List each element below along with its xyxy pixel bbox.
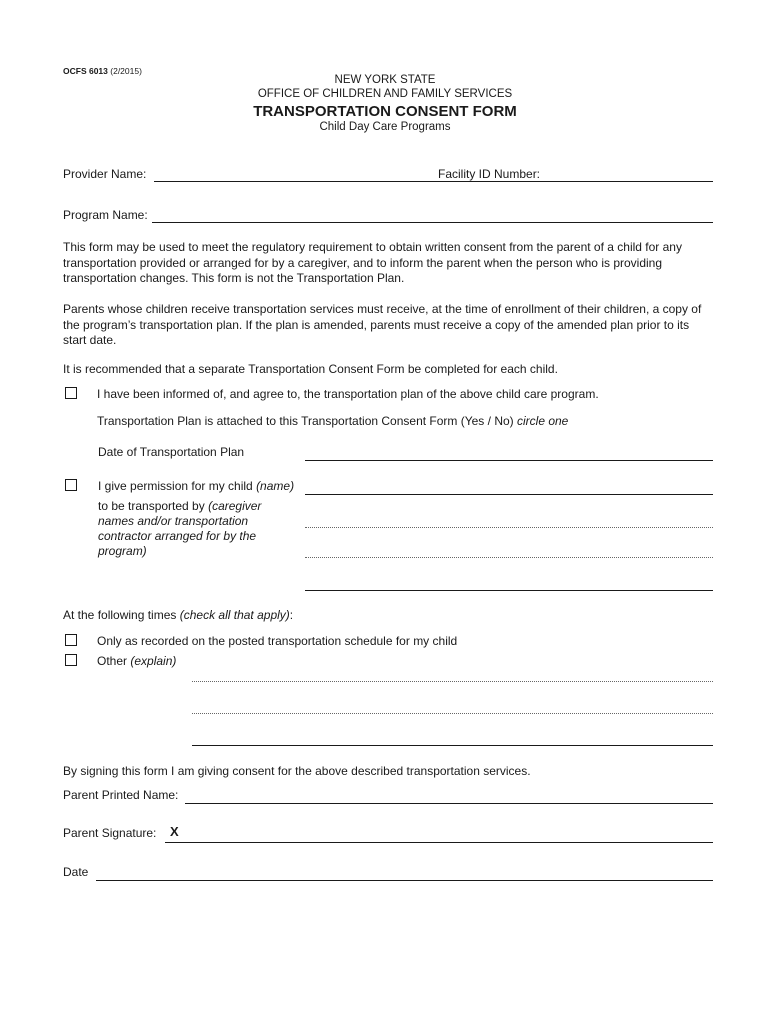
child-name-field[interactable] <box>305 494 713 495</box>
facility-id-field[interactable] <box>435 181 713 182</box>
signature-date-field[interactable] <box>96 880 713 881</box>
signature-label: Parent Signature: <box>63 826 157 840</box>
other-times-line <box>97 654 176 668</box>
signature-field[interactable] <box>165 842 713 843</box>
page-title: TRANSPORTATION CONSENT FORM <box>253 103 517 120</box>
times-label: At the following times <box>63 608 177 622</box>
transporter-field-3[interactable] <box>305 590 713 591</box>
transported-by-text: to be transported by <box>98 499 205 513</box>
provider-name-label: Provider Name: <box>63 167 147 181</box>
times-hint: (check all that apply) <box>179 608 290 622</box>
child-name-hint: (name) <box>256 479 295 493</box>
intro-paragraph-1: This form may be used to meet the regulatory requirement to obtain written consent from the parent of a child for any transportation provided or arranged for by a caregiver, and to inform the parent when the person who is providing transportation changes. This form is not the Transportation Plan. <box>63 240 682 285</box>
times-colon: : <box>289 608 294 622</box>
state-heading: NEW YORK STATE <box>334 74 436 86</box>
intro-paragraph-3: It is recommended that a separate Transportation Consent Form be completed for each child. <box>63 362 558 376</box>
caregiver-hint-2: names and/or transportation <box>98 514 249 528</box>
program-name-label: Program Name: <box>63 208 148 222</box>
permission-checkbox[interactable] <box>65 479 77 491</box>
signature-date-label: Date <box>63 865 89 879</box>
intro-paragraph-2: Parents whose children receive transportation services must receive, at the time of enrollment of their children, a copy of the program’s transportation plan. If the plan is amended, parents must receive a copy of the amended plan prior to its start date. <box>63 302 702 347</box>
other-explain-field-3[interactable] <box>192 745 713 746</box>
page-subtitle: Child Day Care Programs <box>319 121 451 133</box>
agree-plan-checkbox[interactable] <box>65 387 77 399</box>
caregiver-hint-1: (caregiver <box>208 499 262 513</box>
other-times-checkbox[interactable] <box>65 654 77 666</box>
permission-text: I give permission for my child <box>98 479 253 493</box>
transported-by-line-1 <box>98 499 261 514</box>
caregiver-hint-4: program) <box>98 544 147 558</box>
other-explain-field-2[interactable] <box>192 713 713 714</box>
transported-by-block <box>98 499 261 559</box>
plan-date-label: Date of Transportation Plan <box>98 445 245 459</box>
other-times-label: Other <box>97 654 128 668</box>
other-explain-field-1[interactable] <box>192 681 713 682</box>
times-label-line <box>63 608 293 622</box>
form-number: OCFS 6013 <box>63 66 108 76</box>
plan-attached-text: Transportation Plan is attached to this Transportation Consent Form (Yes / No) <box>97 414 514 428</box>
circle-one-hint: circle one <box>517 414 569 428</box>
plan-date-field[interactable] <box>305 460 713 461</box>
signature-x-mark: X <box>170 824 179 839</box>
office-heading: OFFICE OF CHILDREN AND FAMILY SERVICES <box>257 88 513 100</box>
schedule-only-text: Only as recorded on the posted transportation schedule for my child <box>97 634 458 648</box>
consent-statement: By signing this form I am giving consent for the above described transportation services. <box>63 764 531 778</box>
plan-attached-line <box>97 414 568 428</box>
transporter-field-2[interactable] <box>305 557 713 558</box>
printed-name-label: Parent Printed Name: <box>63 788 179 802</box>
schedule-only-checkbox[interactable] <box>65 634 77 646</box>
form-date: (2/2015) <box>110 66 142 76</box>
facility-id-label: Facility ID Number: <box>438 167 541 181</box>
agree-plan-text: I have been informed of, and agree to, the transportation plan of the above child care program. <box>97 387 599 401</box>
caregiver-hint-3: contractor arranged for by the <box>98 529 257 543</box>
explain-hint: (explain) <box>130 654 177 668</box>
transporter-field-1[interactable] <box>305 527 713 528</box>
permission-line <box>98 479 294 493</box>
program-name-field[interactable] <box>152 222 713 223</box>
provider-name-field[interactable] <box>154 181 435 182</box>
printed-name-field[interactable] <box>185 803 713 804</box>
